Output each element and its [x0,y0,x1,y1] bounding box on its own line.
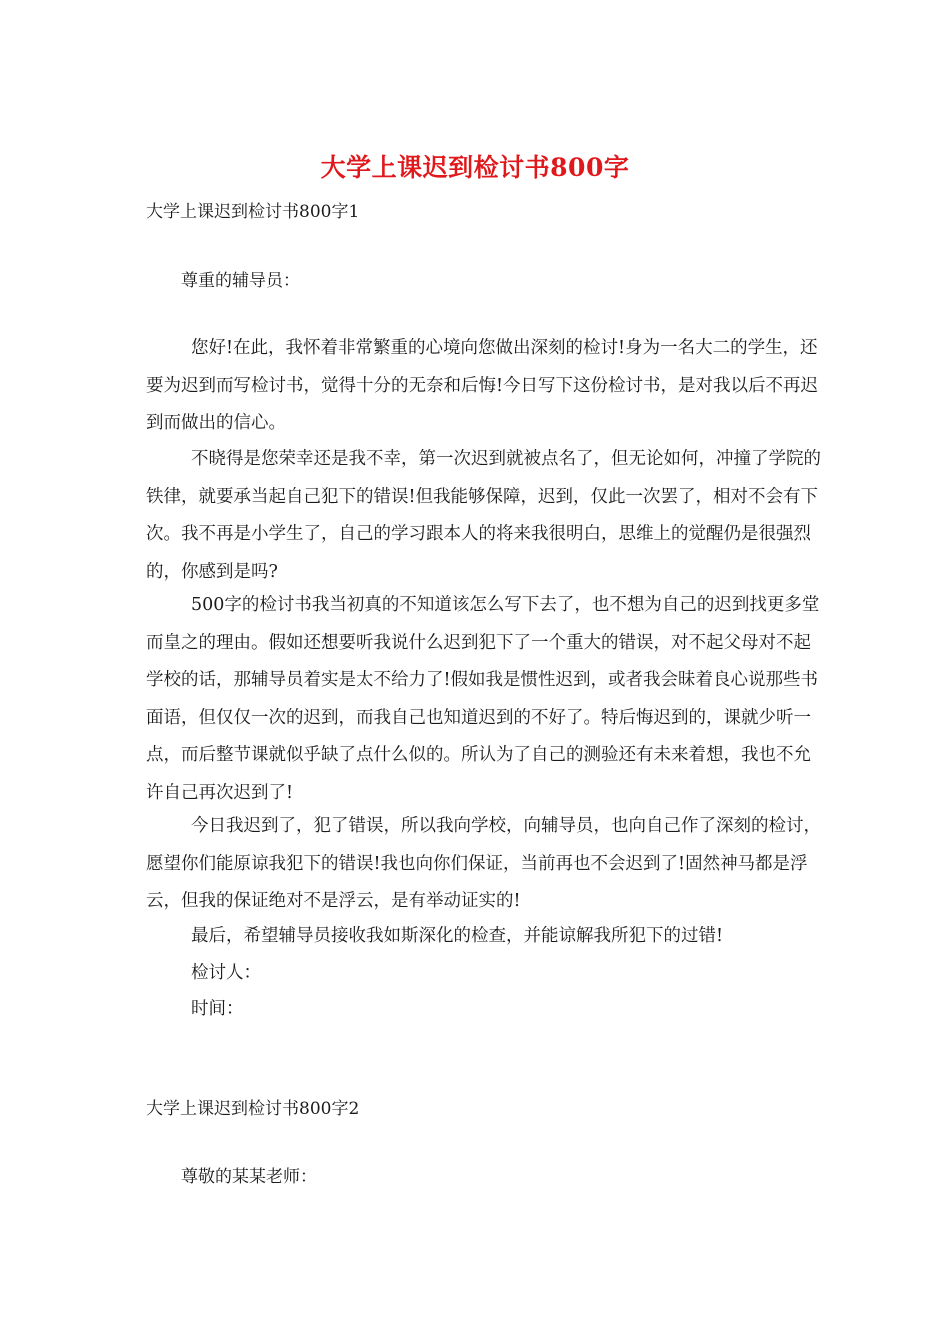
letter-paragraph: 今日我迟到了，犯了错误，所以我向学校，向辅导员，也向自己作了深刻的检讨，愿望你们能原谅我犯下的错误!我也向你们保证，当前再也不会迟到了!固然神马都是浮云，但我的保证绝对不是浮云，是有举动证实的! [146,816,821,911]
letter-heading-1: 大学上课迟到检讨书800字1 [146,202,360,222]
letter-closing: 最后，希望辅导员接收我如斯深化的检查，并能谅解我所犯下的过错! [191,926,724,946]
letter-salutation-2: 尊敬的某某老师： [181,1167,317,1187]
document-title: 大学上课迟到检讨书800字 [320,153,630,182]
letter-salutation-1: 尊重的辅导员： [181,271,300,291]
letter-paragraph: 您好!在此，我怀着非常繁重的心境向您做出深刻的检讨!身为一名大二的学生，还要为迟到而写检讨书，觉得十分的无奈和后悔!今日写下这份检讨书，是对我以后不再迟到而做出的信心。 [146,338,819,433]
signer-label: 检讨人： [191,963,261,983]
letter-paragraph: 不晓得是您荣幸还是我不幸，第一次迟到就被点名了，但无论如何，冲撞了学院的铁律，就要承当起自己犯下的错误!但我能够保障，迟到，仅此一次罢了，相对不会有下次。我不再是小学生了，自己的学习跟本人的将来我很明白，思维上的觉醒仍是很强烈的，你感到是吗? [146,449,821,582]
letter-paragraph: 500字的检讨书我当初真的不知道该怎么写下去了，也不想为自己的迟到找更多堂而皇之的理由。假如还想要听我说什么迟到犯下了一个重大的错误，对不起父母对不起学校的话，那辅导员着实是太不给力了!假如我是惯性迟到，或者我会昧着良心说那些书面语，但仅仅一次的迟到，而我自己也知道迟到的不好了。特后悔迟到的，课就少听一点，而后整节课就似乎缺了点什么似的。所认为了自己的测验还有未来着想，我也不允许自己再次迟到了! [146,595,820,803]
time-label: 时间： [191,999,244,1019]
letter-heading-2: 大学上课迟到检讨书800字2 [146,1099,360,1119]
